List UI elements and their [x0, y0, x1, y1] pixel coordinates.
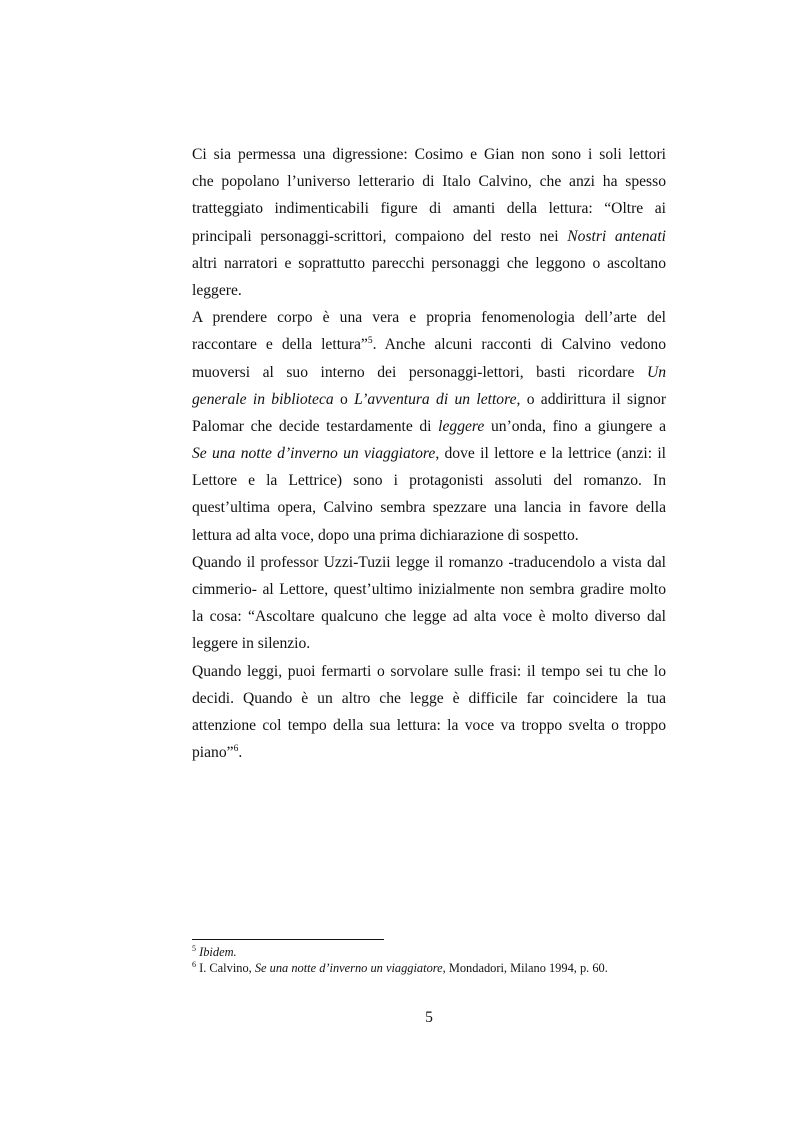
text-line — [192, 304, 666, 331]
text-run: cimmerio- al Lettore, quest’ultimo inizialmente non sembra gradire molto — [192, 581, 666, 598]
text-run: leggere in silenzio. — [192, 635, 311, 653]
italic-run: Se una notte d’inverno un viaggiatore — [192, 445, 436, 463]
text-run: , o addirittura il signor — [516, 390, 667, 408]
text-run: tratteggiato indimenticabili figure di amanti della lettura: “Oltre ai — [192, 200, 666, 218]
footnote-item — [192, 960, 672, 976]
text-run: che popolano l’universo letterario di Italo Calvino, che anzi ha spesso — [192, 173, 666, 191]
text-run: la cosa: “Ascoltare qualcuno che legge ad alta voce è molto diverso dal — [192, 608, 666, 626]
text-run: altri narratori e soprattutto parecchi personaggi che leggono o ascoltano — [192, 254, 666, 272]
text-run: Quando il professor Uzzi-Tuzii legge il romanzo -traducendolo a vista dal — [192, 553, 666, 571]
footnote-marker: 5 — [367, 336, 373, 347]
text-line — [192, 685, 666, 712]
text-line — [192, 739, 666, 766]
text-run: principali personaggi-scrittori, compaiono del resto nei — [192, 227, 568, 245]
text-run: Ci sia permessa una digressione: Cosimo e Gian non sono i soli lettori — [192, 146, 666, 163]
text-line — [192, 250, 666, 277]
footnote-marker: 6 — [192, 960, 196, 969]
page-number: 5 — [425, 1009, 433, 1026]
text-line — [192, 277, 666, 304]
italic-run: leggere — [438, 417, 485, 435]
text-line — [192, 630, 666, 657]
text-run: raccontare e della lettura” — [192, 336, 368, 354]
italic-run: Nostri antenati — [567, 227, 666, 245]
text-line — [192, 141, 666, 168]
text-line — [192, 522, 666, 549]
text-run: attenzione col tempo della sua lettura: la voce va troppo svelta o troppo — [192, 716, 666, 734]
text-line — [192, 494, 666, 521]
text-line — [192, 331, 666, 358]
text-line — [192, 712, 666, 739]
footnote-separator — [192, 939, 384, 940]
text-run: Palomar che decide testardamente di — [192, 417, 439, 435]
text-run: A prendere corpo è una vera e propria fenomenologia dell’arte del — [192, 309, 666, 327]
text-line — [192, 549, 666, 576]
text-run: decidi. Quando è un altro che legge è difficile far coincidere la tua — [192, 689, 666, 707]
text-run: . Anche alcuni racconti di Calvino vedono — [372, 336, 666, 354]
text-line — [192, 576, 666, 603]
footnote-item — [192, 944, 672, 960]
text-line — [192, 440, 666, 467]
text-run: Quando leggi, puoi fermarti o sorvolare sulle frasi: il tempo sei tu che lo — [192, 662, 666, 680]
text-line — [192, 359, 666, 386]
footnotes — [192, 944, 672, 976]
text-run: Lettore e la Lettrice) sono i protagonisti assoluti del romanzo. In — [192, 472, 666, 490]
text-line — [192, 168, 666, 195]
text-line — [192, 223, 666, 250]
italic-run: Un — [646, 363, 666, 381]
text-line — [192, 658, 666, 685]
italic-run: L’avventura di un lettore — [354, 390, 517, 408]
italic-run: Ibidem. — [199, 945, 237, 959]
italic-run: generale in biblioteca — [192, 390, 334, 408]
text-run: , Mondadori, Milano 1994, p. 60. — [442, 961, 608, 975]
text-run: piano” — [192, 744, 234, 762]
footnote-marker: 5 — [192, 944, 196, 953]
text-run: quest’ultima opera, Calvino sembra spezzare una lancia in favore della — [192, 499, 666, 517]
footnote-marker: 6 — [233, 744, 239, 755]
text-line — [192, 467, 666, 494]
text-run: un’onda, fino a giungere a — [484, 417, 666, 435]
italic-run: Se una notte d’inverno un viaggiatore — [254, 961, 443, 975]
text-run: lettura ad alta voce, dopo una prima dichiarazione di sospetto. — [192, 526, 579, 544]
text-line — [192, 603, 666, 630]
text-run: muoversi al suo interno dei personaggi-lettori, basti ricordare — [192, 363, 647, 381]
text-run: I. Calvino, — [196, 961, 255, 975]
text-line — [192, 386, 666, 413]
text-run: . — [238, 744, 243, 762]
text-line — [192, 195, 666, 222]
text-run: leggere. — [192, 281, 242, 299]
text-run: o — [333, 390, 355, 408]
body-text — [192, 141, 666, 766]
text-run: , dove il lettore e la lettrice (anzi: il — [435, 445, 667, 463]
text-line — [192, 413, 666, 440]
